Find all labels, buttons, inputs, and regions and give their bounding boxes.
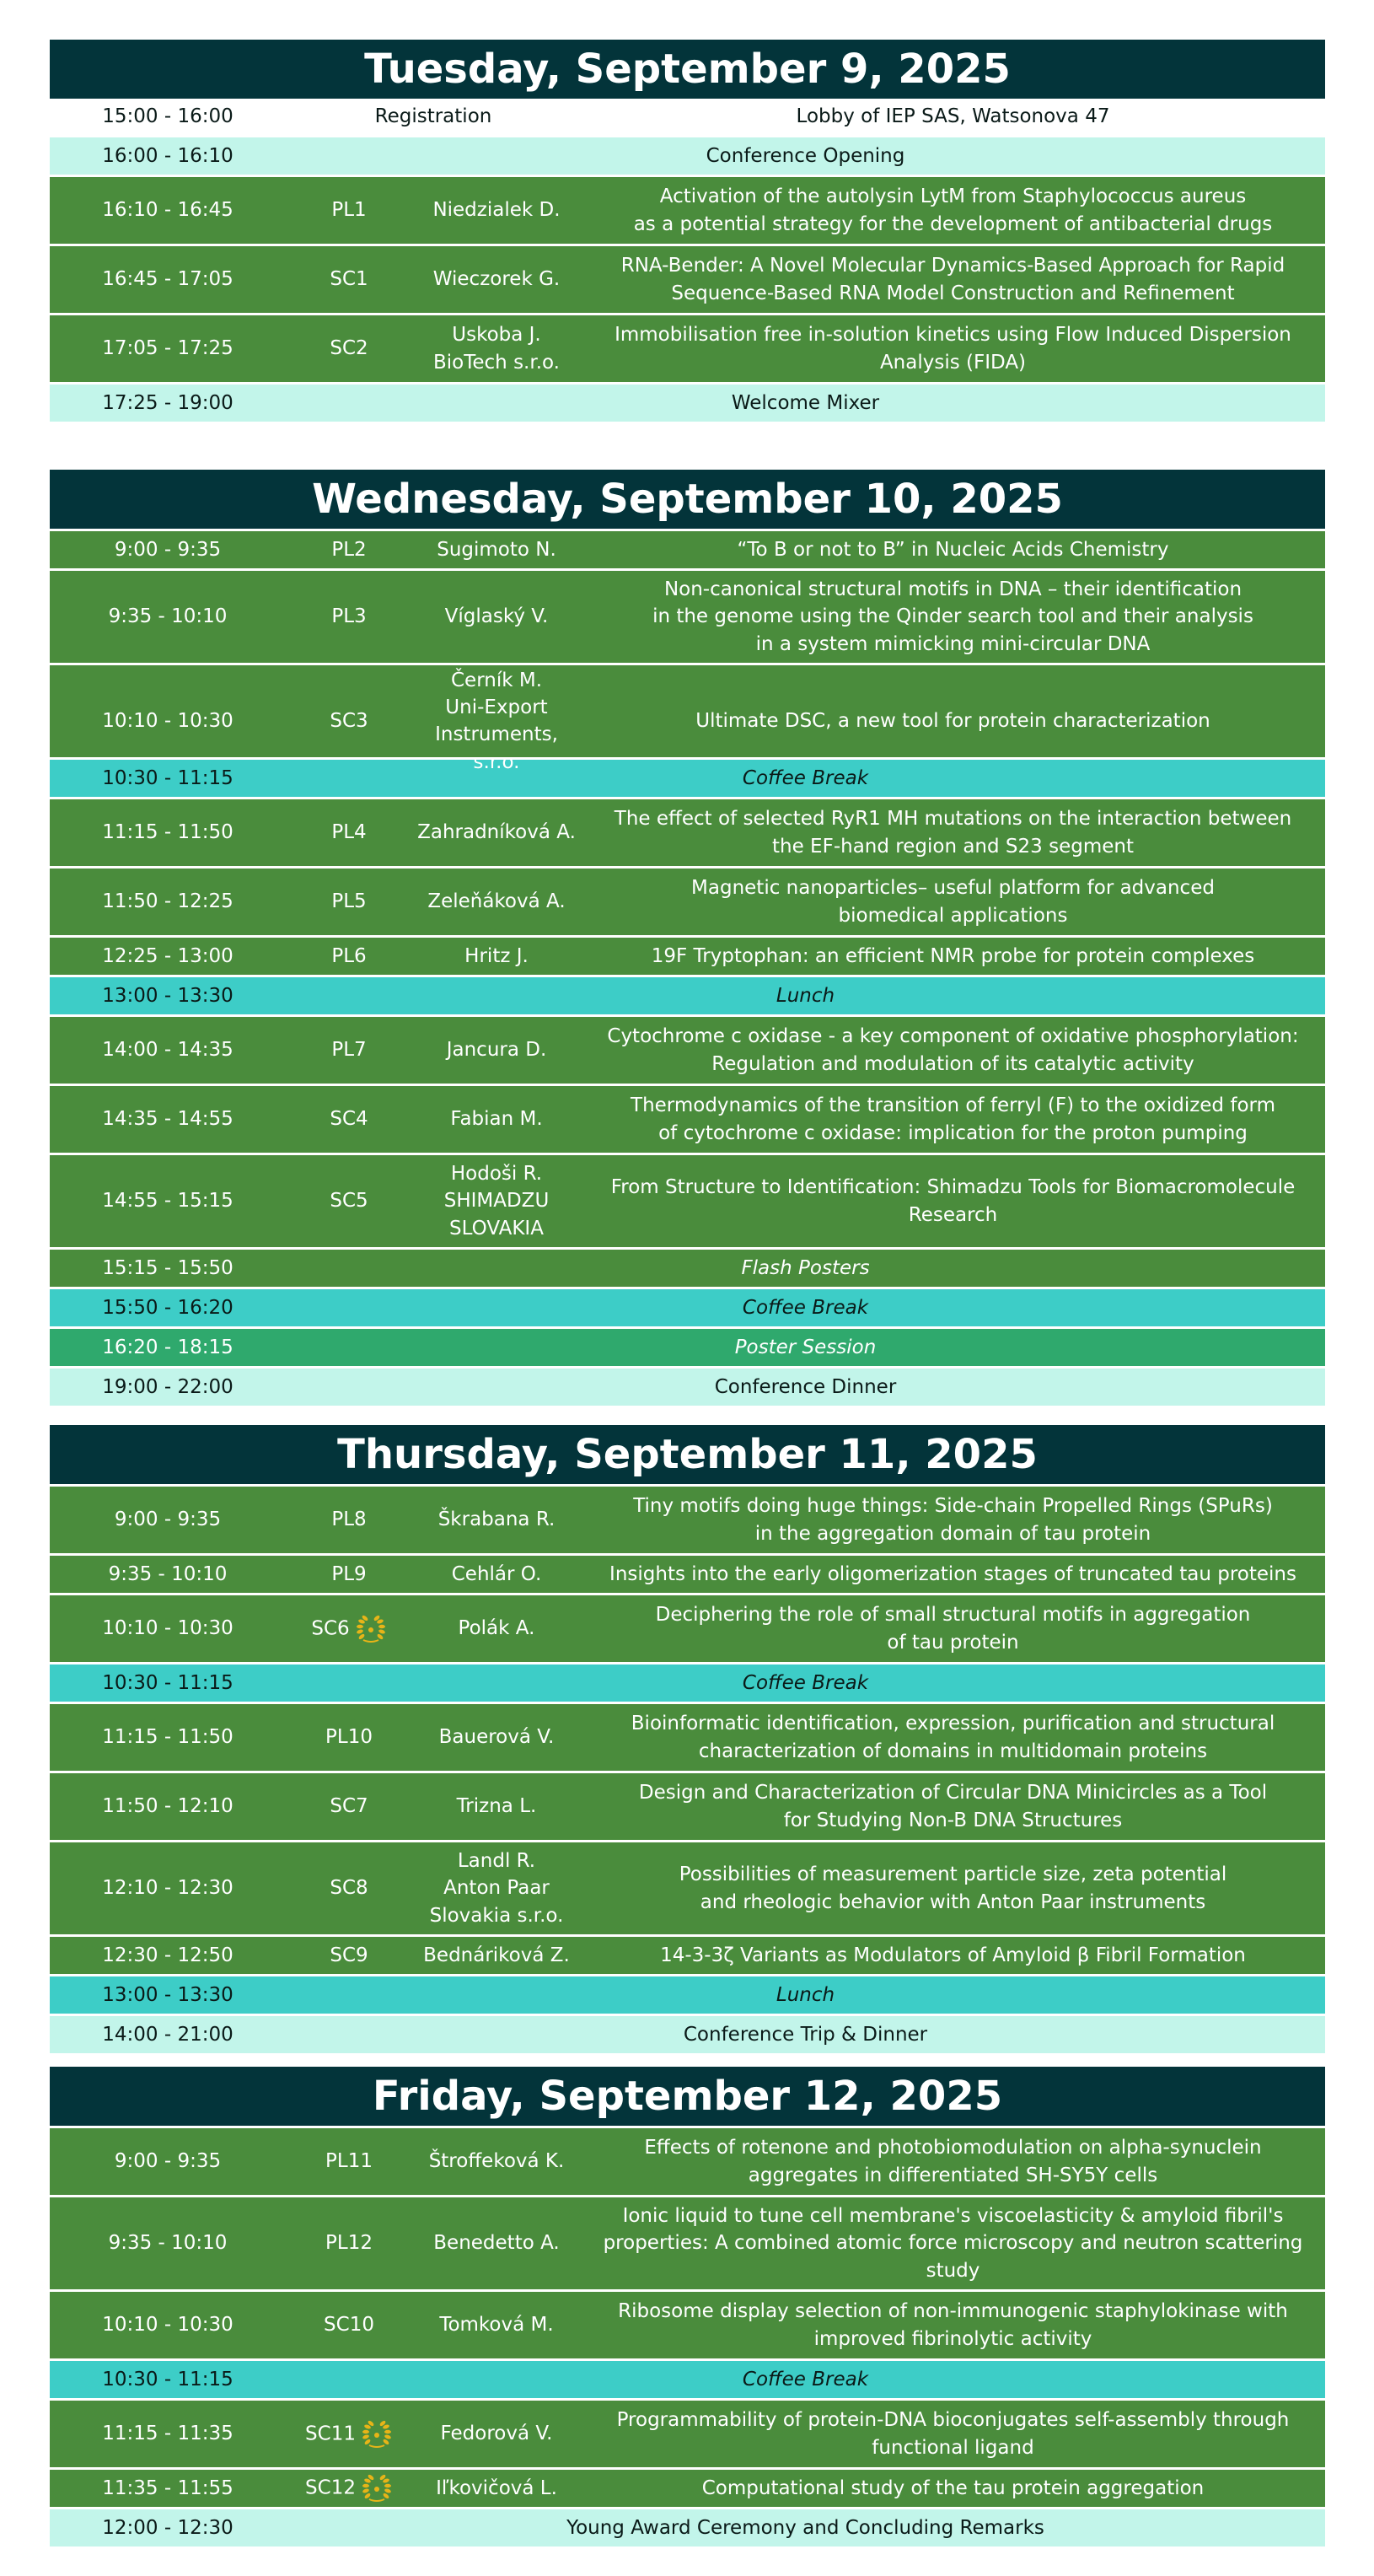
session-code-label: PL4 (331, 821, 367, 844)
talk-title-line: Non-canonical structural motifs in DNA – their identification (663, 578, 1243, 601)
session-code (286, 817, 412, 847)
session-time: 9:00 - 9:35 (114, 538, 222, 561)
speaker (412, 264, 581, 294)
talk-title-line: Thermodynamics of the transition of ferryl (F) to the oxidized form (631, 1094, 1275, 1117)
day-thursday (50, 1425, 1325, 2053)
session-code (286, 2471, 412, 2506)
talk-row (50, 2398, 1325, 2467)
session-code (286, 706, 412, 736)
laurel-wreath-icon (361, 2472, 393, 2504)
session-time: 9:00 - 9:35 (114, 2150, 222, 2173)
talk-title (581, 2199, 1325, 2288)
speaker (412, 886, 581, 917)
talk-row (50, 2126, 1325, 2195)
talk-title-line: the EF-hand region and S23 segment (772, 835, 1134, 858)
day-title: Friday, September 12, 2025 (50, 2067, 1325, 2126)
speaker-line: Zahradníková A. (417, 821, 576, 844)
event-row (50, 2014, 1325, 2053)
event-row (50, 135, 1325, 175)
session-time: 10:30 - 11:15 (102, 1671, 233, 1694)
session-time: 10:10 - 10:30 (102, 710, 233, 733)
session-time: 13:00 - 13:30 (102, 984, 233, 1007)
talk-title-line: Regulation and modulation of its catalytic activity (711, 1052, 1194, 1075)
session-code-label: SC8 (330, 1877, 368, 1900)
talk-title-line: and rheologic behavior with Anton Paar instruments (700, 1890, 1206, 1913)
registration-row (50, 99, 1325, 135)
speaker-line: Instruments, s.r.o. (435, 723, 558, 773)
talk-title (581, 1939, 1325, 1972)
talk-row (50, 2195, 1325, 2289)
session-time: 11:15 - 11:35 (102, 2423, 233, 2445)
break-row (50, 757, 1325, 797)
break-row (50, 2358, 1325, 2398)
session-time: 14:35 - 14:55 (102, 1108, 233, 1131)
speaker (412, 2473, 581, 2503)
speaker (412, 1504, 581, 1535)
speaker-line: Hritz J. (464, 944, 529, 967)
speaker (412, 2418, 581, 2449)
speaker-line: Benedetto A. (433, 2232, 560, 2255)
talk-title-line: Research (908, 1203, 998, 1226)
talk-title-line: as a potential strategy for the development of antibacterial drugs (633, 212, 1273, 235)
talk-row (50, 1484, 1325, 1553)
talk-row (50, 568, 1325, 663)
registration-location: Lobby of IEP SAS, Watsonova 47 (796, 105, 1110, 128)
session-code (286, 1035, 412, 1065)
talk-title (581, 2294, 1325, 2355)
session-time: 15:00 - 16:00 (102, 105, 233, 128)
speaker-line: Fedorová V. (440, 2423, 553, 2445)
event-row (50, 382, 1325, 422)
session-code (286, 941, 412, 971)
talk-title (581, 1489, 1325, 1550)
session-code (286, 1559, 412, 1589)
talk-title-line: 19F Tryptophan: an efficient NMR probe for protein complexes (651, 944, 1255, 967)
talk-title (581, 1707, 1325, 1767)
session-time: 16:10 - 16:45 (102, 199, 233, 222)
session-code (286, 1611, 412, 1647)
talk-title (581, 704, 1325, 738)
event-label: Coffee Break (742, 2368, 869, 2390)
talk-title-line: biomedical applications (838, 904, 1068, 927)
event-label: Flash Posters (741, 1256, 870, 1279)
talk-title-line: Design and Characterization of Circular DNA Minicircles as a Tool (638, 1782, 1268, 1804)
event-label: Coffee Break (742, 1296, 869, 1319)
talk-title-line: Ultimate DSC, a new tool for protein characterization (695, 710, 1210, 733)
speaker (412, 1940, 581, 1971)
speaker (412, 1613, 581, 1643)
event-label: Lunch (776, 984, 835, 1007)
talk-title (581, 1089, 1325, 1149)
talk-title-line: of cytochrome c oxidase: implication for the proton pumping (658, 1121, 1248, 1144)
talk-title (581, 573, 1325, 661)
session-code (286, 1940, 412, 1971)
talk-row (50, 244, 1325, 313)
talk-title-line: Computational study of the tau protein aggregation (701, 2477, 1205, 2499)
event-label: Welcome Mixer (731, 391, 880, 414)
event-row (50, 2507, 1325, 2546)
talk-row (50, 2289, 1325, 2358)
session-time: 13:00 - 13:30 (102, 1983, 233, 2006)
talk-title (581, 533, 1325, 567)
day-wednesday (50, 470, 1325, 1406)
session-time: 16:00 - 16:10 (102, 144, 233, 167)
speaker-line: Iľkovičová L. (436, 2477, 557, 2499)
talk-row (50, 1840, 1325, 1934)
talk-title-line: 14-3-3ζ Variants as Modulators of Amyloid β Fibril Formation (660, 1944, 1246, 1966)
event-label: Conference Opening (706, 144, 905, 167)
session-code-label: SC10 (324, 2314, 374, 2337)
talk-row (50, 1014, 1325, 1084)
session-code (286, 2228, 412, 2258)
talk-title-line: Analysis (FIDA) (879, 351, 1027, 374)
event-row (50, 1366, 1325, 1406)
event-label: Poster Session (734, 1336, 877, 1358)
session-time: 10:10 - 10:30 (102, 2314, 233, 2337)
speaker (412, 1035, 581, 1065)
session-time: 9:35 - 10:10 (108, 1562, 228, 1585)
talk-row (50, 1771, 1325, 1840)
speaker-line: Cehlár O. (451, 1562, 542, 1585)
talk-row (50, 313, 1325, 382)
break-row (50, 1974, 1325, 2014)
talk-title-line: The effect of selected RyR1 MH mutations on the interaction between (614, 808, 1292, 831)
talk-row (50, 1153, 1325, 1247)
session-time: 12:00 - 12:30 (102, 2516, 233, 2539)
speaker-line: Víglaský V. (444, 605, 549, 628)
talk-title-line: RNA-Bender: A Novel Molecular Dynamics-Based Approach for Rapid (620, 255, 1285, 277)
speaker-line: Sugimoto N. (437, 538, 556, 561)
registration-label: Registration (374, 105, 492, 128)
speaker-line: Škrabana R. (437, 1508, 556, 1531)
session-code-label: PL2 (331, 538, 367, 561)
session-code (286, 1186, 412, 1216)
session-time: 17:05 - 17:25 (102, 337, 233, 360)
talk-title-line: “To B or not to B” in Nucleic Acids Chemistry (737, 538, 1169, 561)
talk-title-line: Tiny motifs doing huge things: Side-chain Propelled Rings (SPuRs) (633, 1495, 1273, 1518)
session-time: 10:10 - 10:30 (102, 1617, 233, 1640)
session-time: 15:15 - 15:50 (102, 1256, 233, 1279)
day-title: Wednesday, September 10, 2025 (50, 470, 1325, 529)
session-time: 12:10 - 12:30 (102, 1877, 233, 1900)
talk-title-line: functional ligand (872, 2436, 1034, 2459)
laurel-wreath-icon (361, 2418, 393, 2450)
speaker (412, 320, 581, 377)
talk-row (50, 663, 1325, 773)
session-time: 16:45 - 17:05 (102, 268, 233, 291)
flash-posters-row (50, 1247, 1325, 1287)
speaker-line: Wieczorek G. (432, 268, 561, 291)
session-code (286, 2310, 412, 2340)
session-code-label: SC4 (330, 1108, 368, 1131)
talk-title-line: Ionic liquid to tune cell membrane's viscoelasticity & amyloid fibril's (622, 2205, 1284, 2228)
talk-title-line: improved fibrinolytic activity (813, 2327, 1092, 2350)
session-code-label: PL7 (331, 1039, 367, 1062)
day-friday (50, 2067, 1325, 2546)
session-code (286, 886, 412, 917)
event-label: Coffee Break (742, 766, 869, 789)
speaker-line: Uni-Export (445, 696, 548, 719)
talk-row (50, 1553, 1325, 1593)
talk-title-line: Effects of rotenone and photobiomodulation on alpha-synuclein (644, 2137, 1262, 2159)
speaker (412, 1846, 581, 1931)
session-code-label: PL10 (325, 1726, 373, 1749)
speaker-line: Uskoba J. (452, 324, 541, 347)
session-code (286, 1791, 412, 1821)
poster-session-row (50, 1326, 1325, 1366)
talk-title-line: in the aggregation domain of tau protein (754, 1522, 1151, 1545)
talk-title-line: Cytochrome c oxidase - a key component of oxidative phosphorylation: (607, 1025, 1299, 1048)
speaker-line: Niedzialek D. (432, 199, 561, 222)
session-code-label: SC12 (305, 2477, 356, 2499)
talk-title (581, 1598, 1325, 1659)
talk-row (50, 866, 1325, 935)
session-code-label: PL12 (325, 2232, 373, 2255)
speaker (412, 2146, 581, 2176)
talk-title (581, 939, 1325, 973)
session-code-label: PL1 (331, 199, 367, 222)
event-label: Conference Trip & Dinner (683, 2023, 928, 2046)
speaker-line: Štroffeková K. (428, 2150, 565, 2173)
speaker-line: Trizna L. (456, 1795, 537, 1818)
speaker (412, 1104, 581, 1134)
session-code-label: SC6 (311, 1617, 350, 1639)
speaker-line: Zeleňáková A. (427, 890, 566, 913)
session-code (286, 1873, 412, 1903)
talk-title (581, 249, 1325, 309)
session-time: 9:00 - 9:35 (114, 1508, 222, 1531)
speaker (412, 1159, 581, 1244)
session-code-label: SC1 (330, 268, 368, 291)
talk-title-line: of tau protein (887, 1631, 1019, 1654)
speaker (412, 2228, 581, 2258)
talk-title-line: characterization of domains in multidomain proteins (698, 1740, 1208, 1762)
session-time: 14:00 - 14:35 (102, 1039, 233, 1062)
speaker-line: SLOVAKIA (449, 1217, 544, 1240)
speaker-line: Anton Paar (443, 1877, 550, 1900)
talk-title-line: properties: A combined atomic force microscopy and neutron scattering (603, 2232, 1303, 2255)
session-time: 10:30 - 11:15 (102, 2368, 233, 2390)
session-code (286, 1722, 412, 1752)
talk-title-line: in the genome using the Qinder search tool and their analysis (652, 605, 1253, 628)
speaker (412, 601, 581, 632)
talk-title-line: Sequence-Based RNA Model Construction and Refinement (671, 282, 1235, 304)
speaker (412, 2310, 581, 2340)
session-time: 12:30 - 12:50 (102, 1944, 233, 1966)
talk-row (50, 797, 1325, 866)
talk-title (581, 180, 1325, 240)
session-time: 14:00 - 21:00 (102, 2023, 233, 2046)
talk-title-line: for Studying Non-B DNA Structures (783, 1809, 1123, 1831)
session-code (286, 195, 412, 225)
speaker (412, 941, 581, 971)
session-code (286, 2146, 412, 2176)
session-code-label: SC11 (305, 2423, 356, 2444)
speaker-line: Hodoši R. (450, 1163, 543, 1186)
talk-row (50, 1934, 1325, 1974)
speaker-line: Bauerová V. (438, 1726, 555, 1749)
event-label: Coffee Break (742, 1671, 869, 1694)
talk-title (581, 2471, 1325, 2505)
session-code-label: PL9 (331, 1562, 367, 1585)
session-time: 11:50 - 12:25 (102, 890, 233, 913)
session-code-label: PL3 (331, 605, 367, 628)
talk-title-line: Activation of the autolysin LytM from Staphylococcus aureus (659, 186, 1247, 208)
session-code (286, 535, 412, 565)
speaker-line: Slovakia s.r.o. (429, 1904, 564, 1927)
session-code-label: SC7 (330, 1795, 368, 1818)
session-code-label: PL6 (331, 944, 367, 967)
speaker-line: Bednáriková Z. (423, 1944, 570, 1966)
session-code (286, 1104, 412, 1134)
talk-title-line: Programmability of protein-DNA bioconjugates self-assembly through (616, 2409, 1290, 2432)
talk-title-line: Immobilisation free in-solution kinetics using Flow Induced Dispersion (615, 324, 1291, 347)
session-time: 16:20 - 18:15 (102, 1336, 233, 1358)
talk-title (581, 1776, 1325, 1837)
talk-title (581, 1858, 1325, 1918)
day-tuesday (50, 40, 1325, 422)
session-time: 11:35 - 11:55 (102, 2477, 233, 2499)
session-time: 9:35 - 10:10 (108, 605, 228, 628)
session-code-label: SC5 (330, 1190, 368, 1213)
talk-title (581, 318, 1325, 379)
talk-title (581, 802, 1325, 863)
day-title: Thursday, September 11, 2025 (50, 1425, 1325, 1484)
talk-title-line: Deciphering the role of small structural motifs in aggregation (655, 1604, 1251, 1627)
laurel-wreath-icon (355, 1613, 387, 1645)
speaker (412, 665, 581, 777)
talk-title-line: Ribosome display selection of non-immunogenic staphylokinase with (618, 2300, 1288, 2323)
session-code-label: PL5 (331, 890, 367, 913)
speaker (412, 1559, 581, 1589)
event-label: Lunch (776, 1983, 835, 2006)
speaker (412, 195, 581, 225)
session-time: 19:00 - 22:00 (102, 1375, 233, 1398)
break-row (50, 975, 1325, 1014)
talk-row (50, 1084, 1325, 1153)
session-code-label: SC2 (330, 337, 368, 360)
session-code (286, 1504, 412, 1535)
talk-title-line: in a system mimicking mini-circular DNA (755, 632, 1151, 655)
session-code (286, 264, 412, 294)
session-time: 11:15 - 11:50 (102, 821, 233, 844)
speaker (412, 817, 581, 847)
event-label: Young Award Ceremony and Concluding Remarks (566, 2516, 1044, 2539)
talk-title-line: Possibilities of measurement particle size, zeta potential (679, 1863, 1227, 1886)
session-code (286, 601, 412, 632)
talk-title (581, 1557, 1325, 1591)
talk-title (581, 2131, 1325, 2191)
speaker-line: Landl R. (457, 1850, 536, 1873)
speaker (412, 535, 581, 565)
session-code-label: SC3 (330, 710, 368, 733)
session-time: 14:55 - 15:15 (102, 1190, 233, 1213)
talk-row (50, 175, 1325, 244)
session-time: 17:25 - 19:00 (102, 391, 233, 414)
talk-row (50, 935, 1325, 975)
session-code-label: PL8 (331, 1508, 367, 1531)
talk-row (50, 1593, 1325, 1662)
break-row (50, 1287, 1325, 1326)
speaker-line: BioTech s.r.o. (433, 351, 560, 374)
speaker-line: Fabian M. (450, 1108, 543, 1131)
session-time: 12:25 - 13:00 (102, 944, 233, 967)
session-time: 9:35 - 10:10 (108, 2232, 228, 2255)
talk-title-line: Magnetic nanoparticles– useful platform for advanced (691, 877, 1215, 900)
session-time: 11:15 - 11:50 (102, 1726, 233, 1749)
talk-title-line: aggregates in differentiated SH-SY5Y cells (748, 2164, 1158, 2186)
session-code-label: PL11 (325, 2150, 373, 2173)
break-row (50, 1662, 1325, 1702)
talk-title-line: From Structure to Identification: Shimadzu Tools for Biomacromolecule (610, 1176, 1296, 1199)
talk-title (581, 1170, 1325, 1231)
speaker-line: Černík M. (450, 670, 542, 691)
speaker (412, 1791, 581, 1821)
event-label: Conference Dinner (714, 1375, 897, 1398)
talk-title-line: Insights into the early oligomerization stages of truncated tau proteins (609, 1562, 1296, 1585)
speaker-line: Jancura D. (446, 1039, 547, 1062)
day-title: Tuesday, September 9, 2025 (50, 40, 1325, 99)
speaker (412, 1722, 581, 1752)
speaker-line: SHIMADZU (443, 1190, 550, 1213)
session-time: 15:50 - 16:20 (102, 1296, 233, 1319)
speaker-line: Tomková M. (439, 2314, 554, 2337)
speaker-line: Polák A. (458, 1617, 535, 1640)
talk-title (581, 2403, 1325, 2464)
session-code (286, 333, 412, 363)
talk-row (50, 2467, 1325, 2507)
talk-row (50, 1702, 1325, 1771)
session-code (286, 2417, 412, 2452)
talk-title-line: study (926, 2259, 980, 2282)
session-time: 10:30 - 11:15 (102, 766, 233, 789)
session-code-label: SC9 (330, 1944, 368, 1966)
talk-title (581, 1019, 1325, 1080)
talk-title-line: Bioinformatic identification, expression, purification and structural (631, 1713, 1275, 1735)
session-time: 11:50 - 12:10 (102, 1795, 233, 1818)
talk-row (50, 529, 1325, 568)
talk-title (581, 871, 1325, 932)
